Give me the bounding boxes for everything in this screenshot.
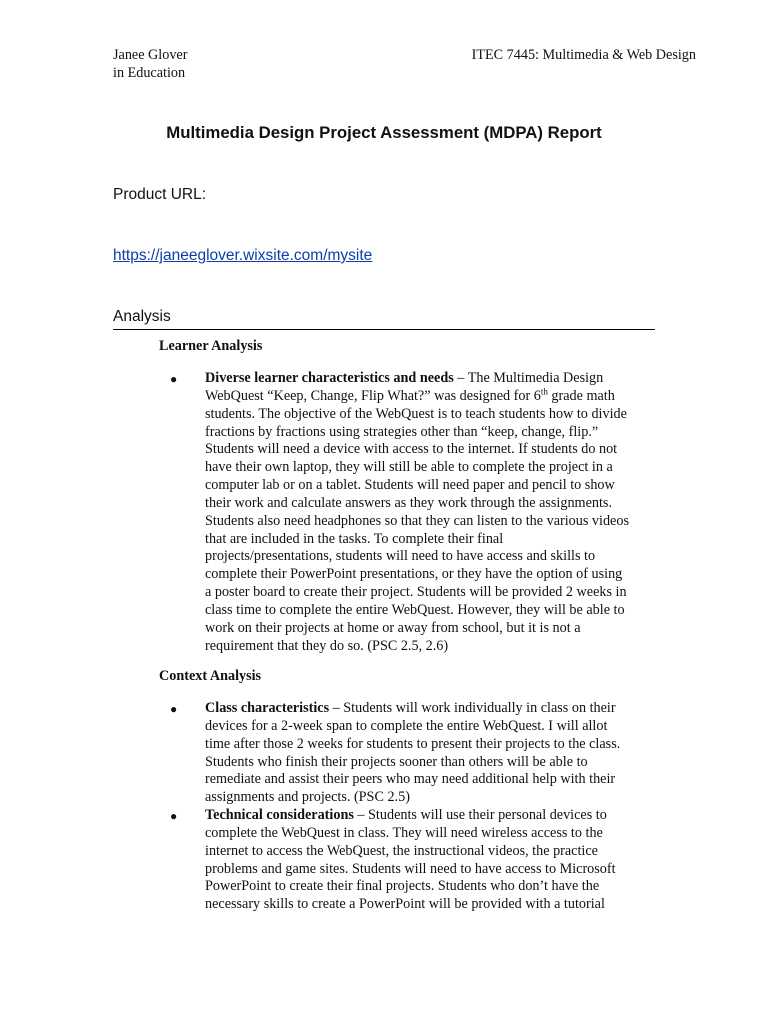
text-line: devices for a 2-week span to complete the entire WebQuest. I will allot: [205, 717, 608, 734]
text-line: Students who finish their projects sooner than others will be able to: [205, 753, 588, 770]
line: The Multimedia Design: [467, 370, 604, 386]
bullet-icon: ●: [170, 809, 178, 823]
context-bullet-class: [205, 700, 620, 807]
text-line: students. The objective of the WebQuest is to teach students how to divide: [205, 405, 627, 422]
text-line: that are included in the tasks. To complete their final: [205, 530, 504, 547]
text-line: assignments and projects. (PSC 2.5): [205, 789, 410, 806]
text-line: projects/presentations, students will need to have access and skills to: [205, 548, 596, 565]
context-analysis-heading: Context Analysis: [159, 668, 262, 684]
text-line: computer lab or on a tablet. Students will need paper and pencil to show: [205, 477, 615, 494]
text-line: work on their projects at home or away from school, but it is not a: [205, 619, 581, 636]
dash: –: [453, 370, 468, 386]
context-bullet-technical: [205, 807, 616, 914]
line: Students will use their personal devices to: [368, 807, 607, 823]
bullet-term: Class characteristics: [205, 700, 330, 716]
product-url-label: Product URL:: [113, 186, 207, 203]
bullet-icon: ●: [170, 702, 178, 716]
section-divider: [113, 329, 655, 330]
line: WebQuest “Keep, Change, Flip What?” was designed for 6: [205, 387, 541, 404]
text-line: remediate and assist their peers who may need additional help with their: [205, 771, 616, 788]
text-line: PowerPoint to create their final projects. Students who don’t have the: [205, 878, 600, 895]
bullet-term: Technical considerations: [205, 807, 354, 823]
section-heading: Analysis: [113, 308, 171, 325]
line: Students will work individually in class on their: [343, 700, 616, 716]
text-line: complete their PowerPoint presentations, or they have the option of using: [205, 566, 623, 583]
bullet-term: Diverse learner characteristics and needs: [205, 370, 454, 386]
text-line: Students also need headphones so that they can listen to the various videos: [205, 512, 629, 529]
author-dept: in Education: [113, 65, 186, 81]
bullet-icon: ●: [170, 372, 178, 386]
text-line: their work and calculate answers as they work through the assignments.: [205, 494, 612, 511]
page-title: Multimedia Design Project Assessment (MDPA) Report: [166, 123, 602, 142]
superscript: th: [540, 386, 548, 397]
text-line: class time to complete the entire WebQuest. However, they will be able to: [205, 601, 625, 618]
text-line: have their own laptop, they will still be able to complete the project in a: [205, 459, 613, 476]
text-line: requirement that they do so. (PSC 2.5, 2.6): [205, 637, 449, 654]
learner-analysis-heading: Learner Analysis: [159, 338, 263, 354]
text-line: Students will need a device with access to the internet. If students do not: [205, 441, 618, 458]
text-line: a poster board to create their project. Students will be provided 2 weeks in: [205, 584, 627, 601]
text-line: problems and game sites. Students will need to have access to Microsoft: [205, 860, 616, 877]
dash: –: [329, 700, 344, 716]
author-name: Janee Glover: [113, 47, 188, 63]
text-line: necessary skills to create a PowerPoint will be provided with a tutorial: [205, 896, 605, 913]
text-line: internet to access the WebQuest, the instructional videos, the practice: [205, 842, 598, 859]
learner-bullet: [205, 370, 629, 656]
product-url-link[interactable]: https://janeeglover.wixsite.com/mysite: [113, 247, 373, 264]
course-name: ITEC 7445: Multimedia & Web Design: [471, 47, 696, 63]
text-line: time after those 2 weeks for students to present their projects to the class.: [205, 735, 621, 752]
dash: –: [353, 807, 369, 823]
text-line: fractions by fractions using strategies other than “keep, change, flip.”: [205, 423, 599, 440]
line: grade math: [547, 387, 615, 404]
text-line: complete the WebQuest in class. They will need wireless access to the: [205, 824, 603, 841]
